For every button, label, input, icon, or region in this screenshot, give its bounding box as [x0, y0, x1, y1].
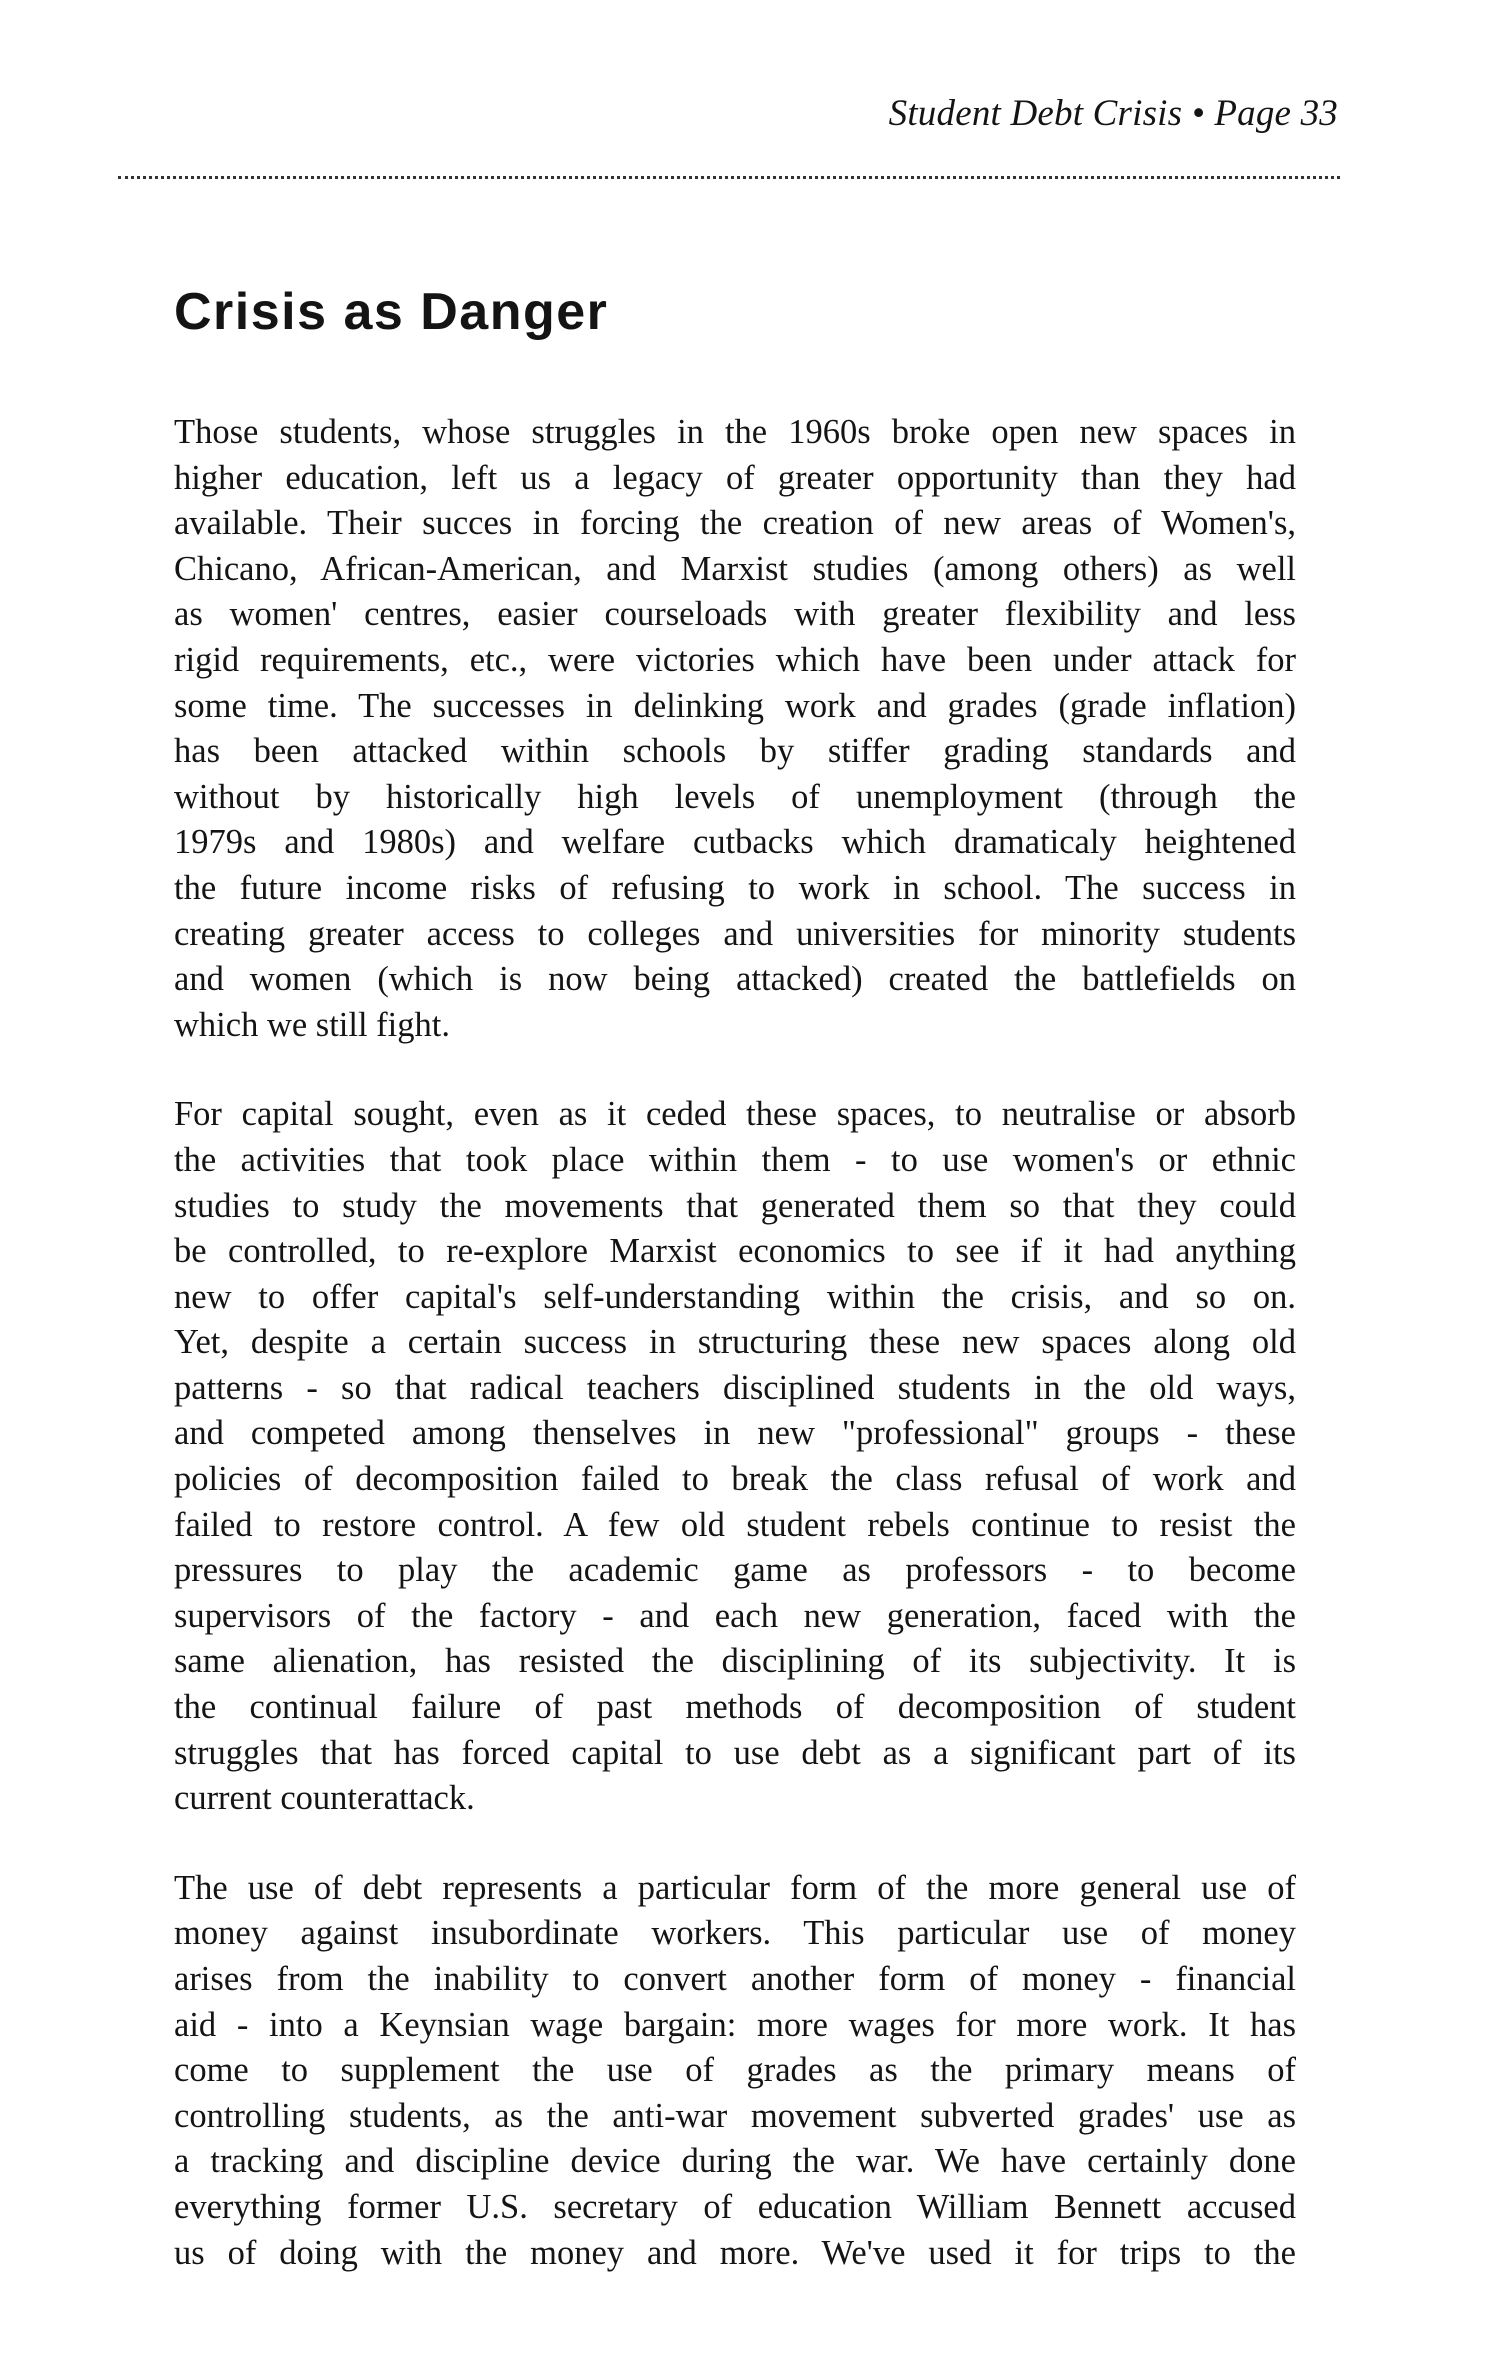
paragraph-2 — [174, 1092, 1296, 1822]
text-line: as women' centres, easier courseloads with greater flexibility and less — [174, 595, 1296, 634]
text-line: without by historically high levels of unemployment (through the — [174, 777, 1296, 816]
text-line: studies to study the movements that generated them so that they could — [174, 1186, 1296, 1225]
text-line: The use of debt represents a particular form of the more general use of — [174, 1868, 1296, 1907]
text-line: the activities that took place within them - to use women's or ethnic — [174, 1140, 1296, 1179]
running-header: Student Debt Crisis • Page 33 — [888, 93, 1338, 134]
text-line: money against insubordinate workers. This particular use of money — [174, 1914, 1296, 1953]
text-line: which we still fight. — [174, 1005, 450, 1044]
text-line: pressures to play the academic game as professors - to become — [174, 1551, 1296, 1590]
text-line: aid - into a Keynsian wage bargain: more wages for more work. It has — [174, 2005, 1296, 2044]
text-line: everything former U.S. secretary of education William Bennett accused — [174, 2187, 1296, 2226]
text-line: same alienation, has resisted the disciplining of its subjectivity. It is — [174, 1642, 1296, 1681]
text-line: a tracking and discipline device during the war. We have certainly done — [174, 2142, 1296, 2181]
text-line: us of doing with the money and more. We've used it for trips to the — [174, 2233, 1296, 2272]
text-line: and women (which is now being attacked) created the battlefields on — [174, 960, 1296, 999]
text-line: has been attacked within schools by stiffer grading standards and — [174, 732, 1296, 771]
text-line: supervisors of the factory - and each new generation, faced with the — [174, 1596, 1296, 1635]
text-line: and competed among thenselves in new "professional" groups - these — [174, 1414, 1296, 1453]
text-line: rigid requirements, etc., were victories which have been under attack for — [174, 640, 1296, 679]
text-line: come to supplement the use of grades as the primary means of — [174, 2051, 1296, 2090]
text-line: the future income risks of refusing to work in school. The success in — [174, 868, 1296, 907]
text-line: 1979s and 1980s) and welfare cutbacks which dramaticaly heightened — [174, 823, 1296, 862]
header-dotted-rule — [118, 176, 1340, 179]
body-text — [174, 410, 1296, 2320]
text-line: patterns - so that radical teachers disciplined students in the old ways, — [174, 1368, 1296, 1407]
section-title: Crisis as Danger — [174, 283, 609, 341]
text-line: new to offer capital's self-understanding within the crisis, and so on. — [174, 1277, 1296, 1316]
text-line: Yet, despite a certain success in structuring these new spaces along old — [174, 1323, 1296, 1362]
text-line: higher education, left us a legacy of greater opportunity than they had — [174, 458, 1296, 497]
text-line: arises from the inability to convert another form of money - financial — [174, 1960, 1296, 1998]
text-line: failed to restore control. A few old student rebels continue to resist the — [174, 1505, 1296, 1544]
text-line: current counterattack. — [174, 1779, 475, 1818]
text-line: creating greater access to colleges and universities for minority students — [174, 914, 1296, 953]
text-line: available. Their succes in forcing the creation of new areas of Women's, — [174, 504, 1296, 543]
text-line: the continual failure of past methods of decomposition of student — [174, 1688, 1296, 1727]
text-line: controlling students, as the anti-war movement subverted grades' use as — [174, 2096, 1296, 2135]
text-line: Chicano, African-American, and Marxist studies (among others) as well — [174, 549, 1296, 588]
text-line: Those students, whose struggles in the 1960s broke open new spaces in — [174, 413, 1296, 451]
text-line: some time. The successes in delinking work and grades (grade inflation) — [174, 686, 1296, 725]
text-line: policies of decomposition failed to break the class refusal of work and — [174, 1460, 1296, 1499]
paragraph-1 — [174, 410, 1296, 1048]
text-line: be controlled, to re-explore Marxist economics to see if it had anything — [174, 1232, 1296, 1271]
text-line: For capital sought, even as it ceded these spaces, to neutralise or absorb — [174, 1095, 1296, 1134]
text-line: struggles that has forced capital to use debt as a significant part of its — [174, 1733, 1296, 1772]
paragraph-3 — [174, 1866, 1296, 2276]
